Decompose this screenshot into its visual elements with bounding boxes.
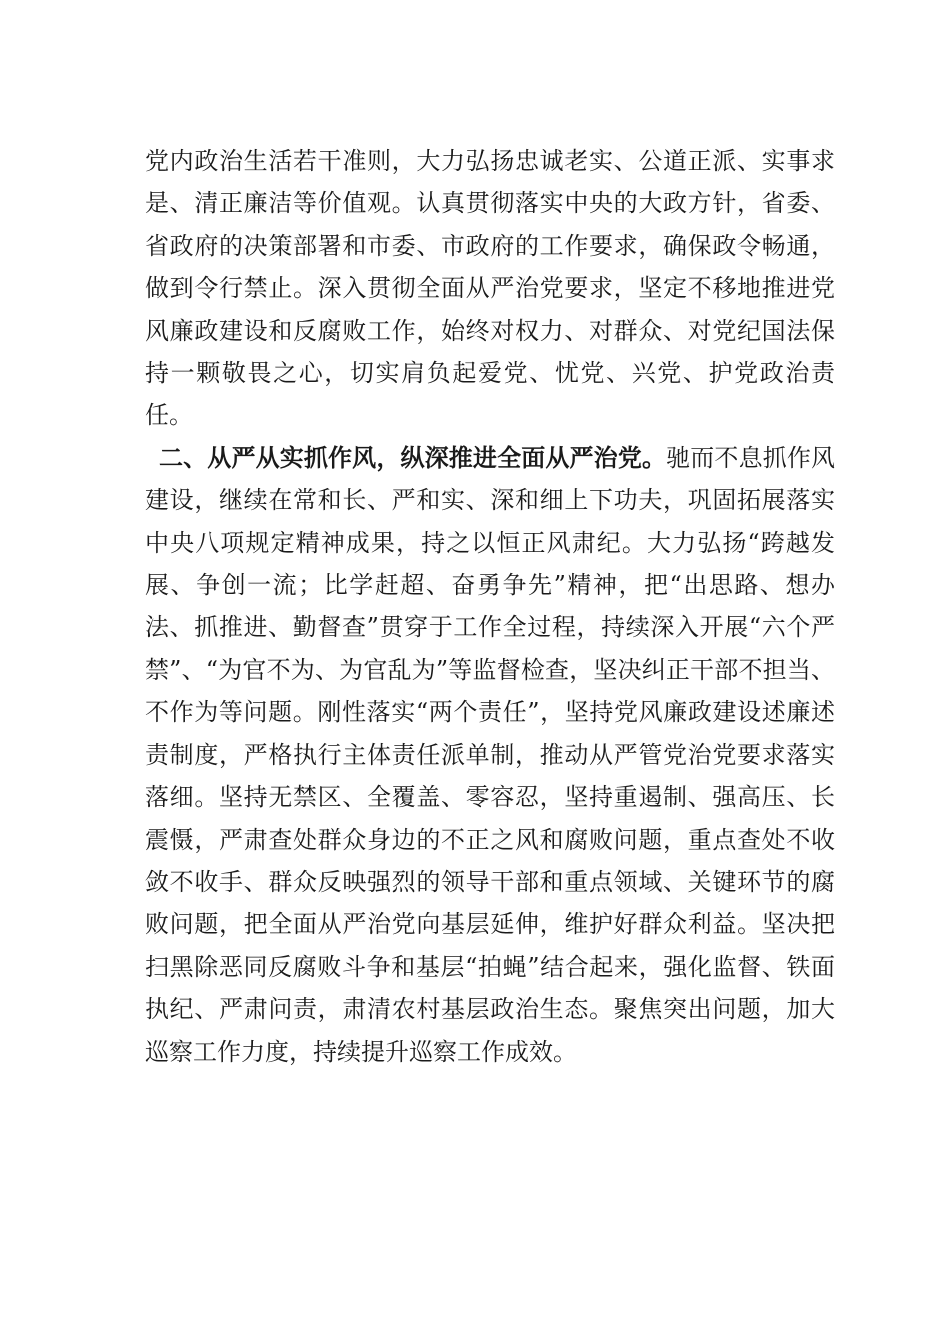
paragraph-text: 党内政治生活若干准则，大力弘扬忠诚老实、公道正派、实事求是、清正廉洁等价值观。认真贯彻落实中央的大政方针，省委、省政府的决策部署和市委、市政府的工作要求，确保政令畅通，做到令行禁止。深入贯彻全面从严治党要求，坚定不移地推进党风廉政建设和反腐败工作，始终对权力、对群众、对党纪国法保持一颗敬畏之心，切实肩负起爱党、忧党、兴党、护党政治责任。 — [145, 147, 835, 430]
paragraph-text: 驰而不息抓作风建设，继续在常和长、严和实、深和细上下功夫，巩固拓展落实中央八项规定精神成果，持之以恒正风肃纪。大力弘扬“跨越发展、争创一流；比学赶超、奋勇争先”精神，把“出思路、想办法、抓推进、勤督查”贯穿于工作全过程，持续深入开展“六个严禁”、“为官不为、为官乱为”等监督检查，坚决纠正干部不担当、不作为等问题。刚性落实“两个责任”，坚持党风廉政建设述廉述责制度，严格执行主体责任派单制，推动从严管党治党要求落实落细。坚持无禁区、全覆盖、零容忍，坚持重遏制、强高压、长震慑，严肃查处群众身边的不正之风和腐败问题，重点查处不收敛不收手、群众反映强烈的领导干部和重点领域、关键环节的腐败问题，把全面从严治党向基层延伸，维护好群众利益。坚决把扫黑除恶同反腐败斗争和基层“拍蝇”结合起来，强化监督、铁面执纪、严肃问责，肃清农村基层政治生态。聚焦突出问题，加大巡察工作力度，持续提升巡察工作成效。 — [145, 443, 836, 1066]
document-body — [145, 140, 835, 1073]
section-heading: 二、从严从实抓作风，纵深推进全面从严治党。 — [159, 443, 667, 472]
paragraph-continuation — [145, 140, 835, 437]
paragraph-section-two — [145, 437, 835, 1073]
